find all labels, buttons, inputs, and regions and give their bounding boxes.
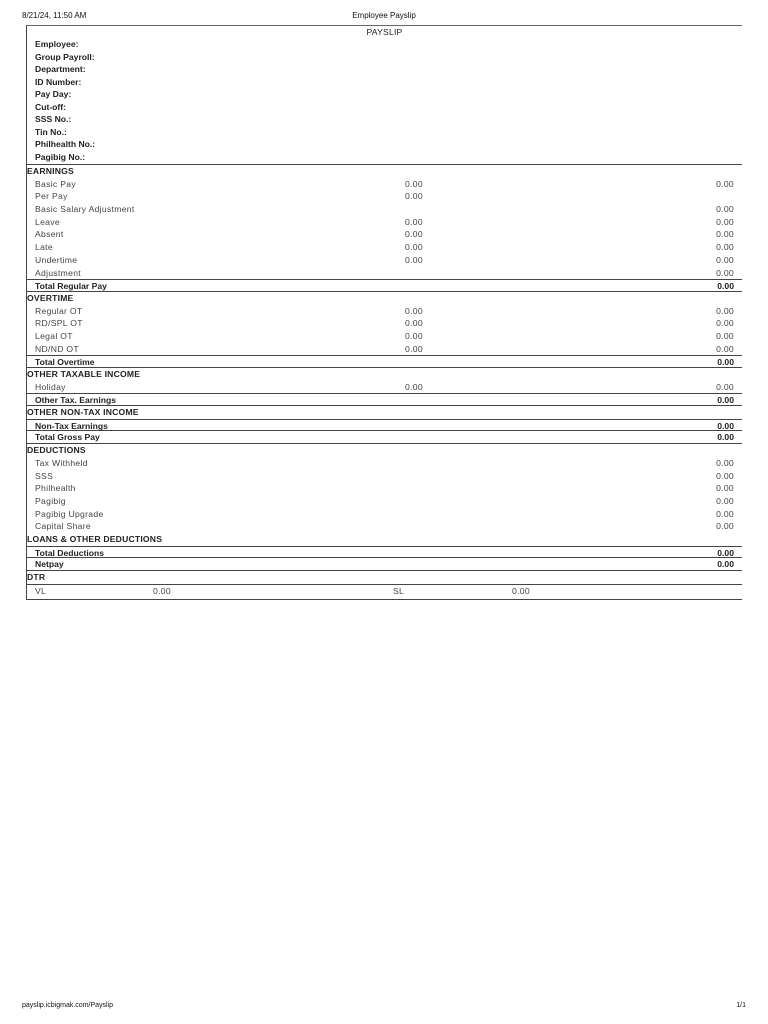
page-number: 1/1 — [736, 1002, 746, 1009]
row-label: Regular OT — [35, 305, 83, 316]
other-tax-earnings-row — [27, 393, 742, 406]
row-amount: 0.00 — [405, 381, 423, 392]
total-value: 0.00 — [717, 559, 734, 570]
row-amount: 0.00 — [405, 318, 423, 329]
row-amount: 0.00 — [405, 305, 423, 316]
row-label: Per Pay — [35, 191, 68, 202]
sl-value: 0.00 — [512, 585, 530, 596]
row-total: 0.00 — [716, 216, 734, 227]
row-total: 0.00 — [716, 242, 734, 253]
print-title: Employee Payslip — [352, 11, 416, 20]
overtime-row — [27, 305, 742, 318]
earnings-row — [27, 228, 742, 241]
deduction-row — [27, 457, 742, 470]
row-label: Philhealth — [35, 483, 76, 494]
payslip — [26, 25, 742, 600]
total-label: Non-Tax Earnings — [35, 420, 108, 431]
earnings-header — [27, 165, 742, 178]
info-employee: Employee: — [35, 39, 79, 49]
row-label: Leave — [35, 216, 60, 227]
row-label: Basic Pay — [35, 178, 76, 189]
row-total: 0.00 — [716, 305, 734, 316]
print-header — [0, 11, 768, 23]
row-label: RD/SPL OT — [35, 318, 83, 329]
row-total: 0.00 — [716, 229, 734, 240]
earnings-row — [27, 267, 742, 280]
total-regular-pay-row — [27, 279, 742, 292]
section-label: LOANS & OTHER DEDUCTIONS — [27, 533, 163, 544]
row-amount: 0.00 — [405, 343, 423, 354]
row-total: 0.00 — [716, 521, 734, 532]
deduction-row — [27, 508, 742, 521]
section-label: OTHER TAXABLE INCOME — [27, 369, 141, 379]
total-label: Total Deductions — [35, 547, 105, 558]
row-total: 0.00 — [716, 254, 734, 265]
earnings-row — [27, 190, 742, 203]
total-gross-pay-row — [27, 431, 742, 444]
info-pay-day: Pay Day: — [35, 89, 72, 99]
deduction-row — [27, 482, 742, 495]
total-value: 0.00 — [717, 357, 734, 368]
info-tin-no: Tin No.: — [35, 126, 67, 137]
netpay-row — [27, 558, 742, 571]
section-label: OVERTIME — [27, 292, 74, 303]
info-department: Department: — [35, 64, 86, 74]
dtr-row — [27, 584, 742, 597]
row-total: 0.00 — [716, 318, 734, 329]
total-value: 0.00 — [717, 395, 734, 406]
row-label: SSS — [35, 470, 54, 481]
row-amount: 0.00 — [405, 229, 423, 240]
overtime-row — [27, 330, 742, 343]
row-amount: 0.00 — [405, 191, 423, 202]
info-pagibig-no: Pagibig No.: — [35, 151, 86, 162]
sl-label: SL — [393, 585, 405, 596]
total-label: Netpay — [35, 559, 64, 570]
print-url: payslip.icbigmak.com/Payslip — [22, 1002, 114, 1009]
row-label: Capital Share — [35, 521, 91, 532]
deduction-row — [27, 495, 742, 508]
row-amount: 0.00 — [405, 254, 423, 265]
row-label: Pagibig — [35, 495, 66, 506]
info-philhealth-no: Philhealth No.: — [35, 139, 96, 149]
row-total: 0.00 — [716, 330, 734, 341]
row-total: 0.00 — [716, 343, 734, 354]
info-group-payroll: Group Payroll: — [35, 51, 95, 62]
row-total: 0.00 — [716, 457, 734, 468]
row-total: 0.00 — [716, 508, 734, 519]
deductions-header — [27, 444, 742, 457]
overtime-row — [27, 317, 742, 330]
row-total: 0.00 — [716, 204, 734, 215]
total-value: 0.00 — [717, 420, 734, 431]
row-amount: 0.00 — [405, 242, 423, 253]
dtr-header — [27, 571, 742, 584]
row-label: Tax Withheld — [35, 457, 88, 468]
deduction-row — [27, 520, 742, 533]
total-value: 0.00 — [717, 432, 734, 443]
non-tax-earnings-row — [27, 419, 742, 432]
row-label: Absent — [35, 229, 64, 240]
print-footer — [0, 1002, 768, 1014]
row-label: Undertime — [35, 254, 78, 265]
section-label: OTHER NON-TAX INCOME — [27, 407, 139, 418]
row-label: Pagibig Upgrade — [35, 508, 104, 519]
row-label: Adjustment — [35, 267, 81, 278]
total-deductions-row — [27, 546, 742, 559]
row-label: Late — [35, 242, 53, 253]
payslip-title: PAYSLIP — [366, 27, 403, 37]
row-total: 0.00 — [716, 470, 734, 481]
total-overtime-row — [27, 355, 742, 368]
row-amount: 0.00 — [405, 330, 423, 341]
employee-info — [27, 38, 742, 163]
loans-header — [27, 533, 742, 546]
info-sss-no: SSS No.: — [35, 114, 72, 124]
total-label: Total Regular Pay — [35, 281, 107, 292]
total-value: 0.00 — [717, 547, 734, 558]
overtime-row — [27, 343, 742, 356]
row-amount: 0.00 — [405, 178, 423, 189]
row-label: Legal OT — [35, 330, 73, 341]
overtime-header — [27, 292, 742, 305]
row-total: 0.00 — [716, 381, 734, 392]
row-label: Holiday — [35, 381, 66, 392]
total-label: Total Overtime — [35, 357, 95, 368]
earnings-row — [27, 241, 742, 254]
earnings-row — [27, 216, 742, 229]
row-total: 0.00 — [716, 483, 734, 494]
other-taxable-row — [27, 381, 742, 394]
deduction-row — [27, 470, 742, 483]
vl-label: VL — [35, 585, 47, 596]
total-label: Other Tax. Earnings — [35, 395, 117, 406]
row-total: 0.00 — [716, 495, 734, 506]
total-value: 0.00 — [717, 281, 734, 292]
section-label: DTR — [27, 572, 46, 582]
info-cut-off: Cut-off: — [35, 101, 67, 112]
vl-value: 0.00 — [153, 585, 171, 596]
row-amount: 0.00 — [405, 216, 423, 227]
earnings-row — [27, 178, 742, 191]
row-total: 0.00 — [716, 267, 734, 278]
print-datetime: 8/21/24, 11:50 AM — [22, 11, 87, 20]
total-label: Total Gross Pay — [35, 432, 100, 443]
earnings-row — [27, 254, 742, 267]
earnings-row — [27, 203, 742, 216]
other-nontax-header — [27, 406, 742, 419]
row-label: ND/ND OT — [35, 343, 79, 354]
row-total: 0.00 — [716, 178, 734, 189]
section-label: EARNINGS — [27, 166, 74, 176]
info-id-number: ID Number: — [35, 76, 82, 87]
section-label: DEDUCTIONS — [27, 445, 86, 456]
other-taxable-header — [27, 368, 742, 381]
payslip-sections — [27, 164, 742, 596]
row-label: Basic Salary Adjustment — [35, 204, 135, 215]
